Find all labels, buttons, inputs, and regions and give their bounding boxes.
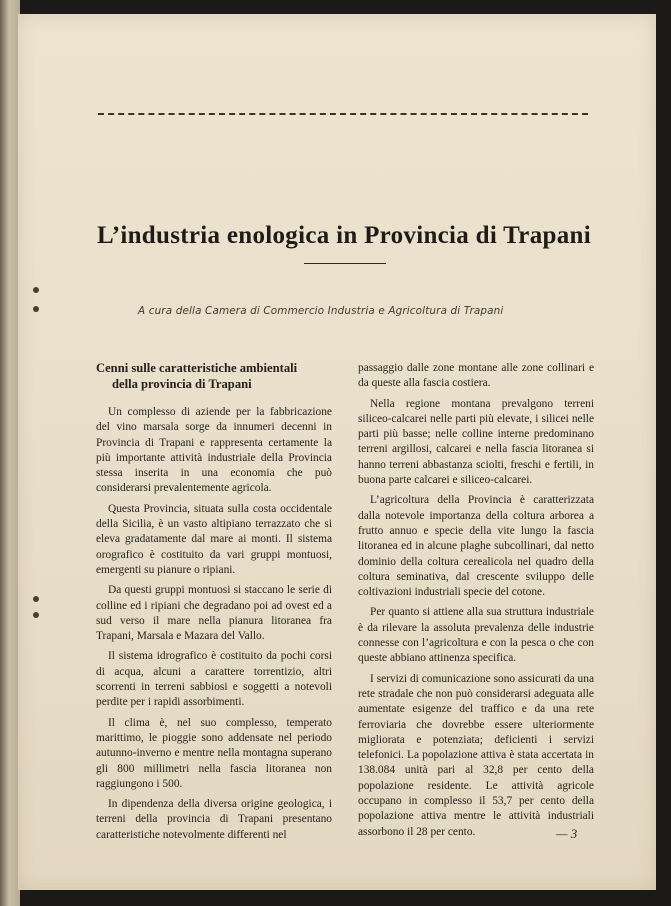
binding-staple — [33, 596, 39, 602]
binding-staple — [33, 287, 39, 293]
section-heading — [96, 360, 332, 392]
paragraph: L’agricoltura della Provincia è caratterizzata dalla notevole importanza della coltura arborea a frutto annuo e specie della vite lungo la fascia litoranea ed in alcune plaghe subcollinari, dal netto dominio della coltura cerealicola nel quadro della coltura seminativa, dal crescente sviluppo delle coltivazioni industriali specie del cotone. — [358, 494, 594, 599]
document-page — [18, 14, 656, 890]
paragraph: Nella regione montana prevalgono terreni siliceo-calcarei nelle parti più elevate, i silicei nelle parti più basse; nelle colline interne predominano terreni argillosi, calcarei e nella fascia litoranea si hanno terreni abbastanza sciolti, freschi e fertili, in buona parte calcarei e siliceo-calcarei. — [358, 397, 594, 487]
title-underline — [304, 263, 386, 264]
binding-staple — [33, 306, 39, 312]
paragraph: In dipendenza della diversa origine geologica, i terreni della provincia di Trapani presentano caratteristiche notevolmente differenti nel — [96, 798, 332, 841]
section-heading-line: Cenni sulle caratteristiche ambientali — [96, 361, 298, 375]
header-dashed-rule — [98, 113, 588, 115]
binding-staple — [33, 612, 39, 618]
paragraph: I servizi di comunicazione sono assicurati da una rete stradale che non può considerarsi adeguata alle aumentate esigenze del traffico e da una rete ferroviaria che dovrebbe essere ulteriormente migliorata e potenziata; deficienti i servizi telefonici. La popolazione attiva è stata accertata in 138.084 unità pari al 32,8 per cento della popolazione residente. Le attività agricole occupano in complesso il 53,7 per cento della popolazione attiva mentre le attività industriali assorbono il 28 per cento. — [358, 672, 594, 838]
article-byline: A cura della Camera di Commercio Industria e Agricoltura di Trapani — [138, 305, 504, 317]
paragraph: Il clima è, nel suo complesso, temperato marittimo, le pioggie sono addensate nel periodo autunno-inverno e mentre nella montagna superano gli 800 millimetri nella fascia litoranea non raggiungono i 500. — [96, 716, 332, 790]
paragraph: Per quanto si attiene alla sua struttura industriale è da rilevare la assoluta prevalenza delle industrie connesse con l’agricoltura e con la pesca o che con queste abbiano attinenza specifica. — [358, 606, 594, 665]
article-title: L’industria enologica in Provincia di Trapani — [97, 222, 591, 249]
page-number: — 3 — [556, 826, 578, 841]
paragraph: Un complesso di aziende per la fabbricazione del vino marsala sorge da innumeri decenni in Provincia di Trapani e rappresenta certamente la più importante attività industriale della Provincia stessa inserita in una economia che può considerarsi prevalentemente agricola. — [96, 406, 332, 495]
paragraph: Questa Provincia, situata sulla costa occidentale della Sicilia, è un vasto altipiano terrazzato che si eleva gradatamente dal mare ai monti. Il sistema orografico è costituito da vari gruppi montuosi, emergenti su pianure o ripiani. — [96, 502, 332, 576]
paragraph: passaggio dalle zone montane alle zone collinari e da queste alla fascia costiera. — [358, 362, 594, 390]
paragraph: Il sistema idrografico è costituito da pochi corsi di acqua, alcuni a carattere torrentizio, altri scorrenti in terreni sabbiosi e soggetti a notevoli perdite per i rapidi assorbimenti. — [96, 650, 332, 709]
section-heading-line: della provincia di Trapani — [112, 377, 252, 391]
text-column-right — [358, 361, 594, 845]
paragraph: Da questi gruppi montuosi si staccano le serie di colline ed i ripiani che degradano poi ad ovest ed a sud verso il mare nella pianura litoranea fra Trapani, Marsala e Mazara del Vallo. — [96, 584, 332, 643]
text-column-left — [96, 360, 332, 848]
book-spine — [0, 0, 20, 906]
